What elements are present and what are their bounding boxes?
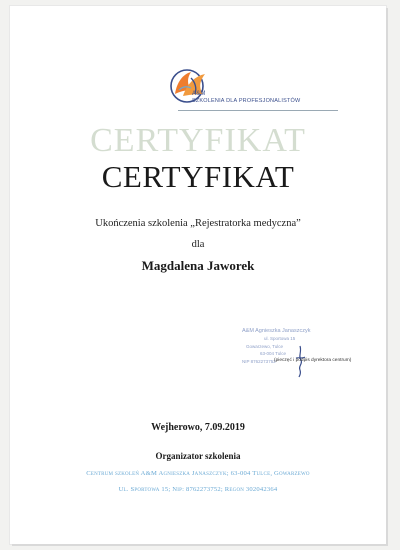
completion-line: Ukończenia szkolenia „Rejestratorka medyczna” [95, 218, 301, 229]
signature-caption: (pieczęć i podpis dyrektora centrum) [274, 358, 352, 363]
certificate-title: CERTYFIKAT [101, 159, 295, 194]
certificate-page [10, 6, 386, 544]
brand-name: A&M [192, 91, 206, 97]
stamp-line: ul. Sportowa 15 [264, 336, 296, 341]
stamp-line: 63-004 Tulce [260, 351, 287, 356]
organizer-registry: Ul. Sportowa 15; Nip: 8762273752; Regon 302042364 [118, 486, 278, 493]
stamp-line: A&M Agnieszka Janaszczyk [242, 328, 311, 334]
header-divider [178, 110, 338, 111]
title-watermark: CERTYFIKAT [90, 122, 306, 159]
brand-tagline: SZKOLENIA DLA PROFESJONALISTÓW [192, 98, 301, 104]
stamp-line: Gowarzewo, Tulce [246, 344, 284, 349]
stamp-line: NIP 8762273752 [242, 359, 276, 364]
organizer-address: Centrum szkoleń A&M Agnieszka Janaszczyk; 63-004 Tulce, Gowarzewo [86, 470, 310, 477]
for-label: dla [191, 239, 205, 250]
organizer-heading: Organizator szkolenia [155, 451, 241, 461]
recipient-name: Magdalena Jaworek [141, 258, 255, 273]
place-and-date: Wejherowo, 7.09.2019 [151, 422, 245, 433]
